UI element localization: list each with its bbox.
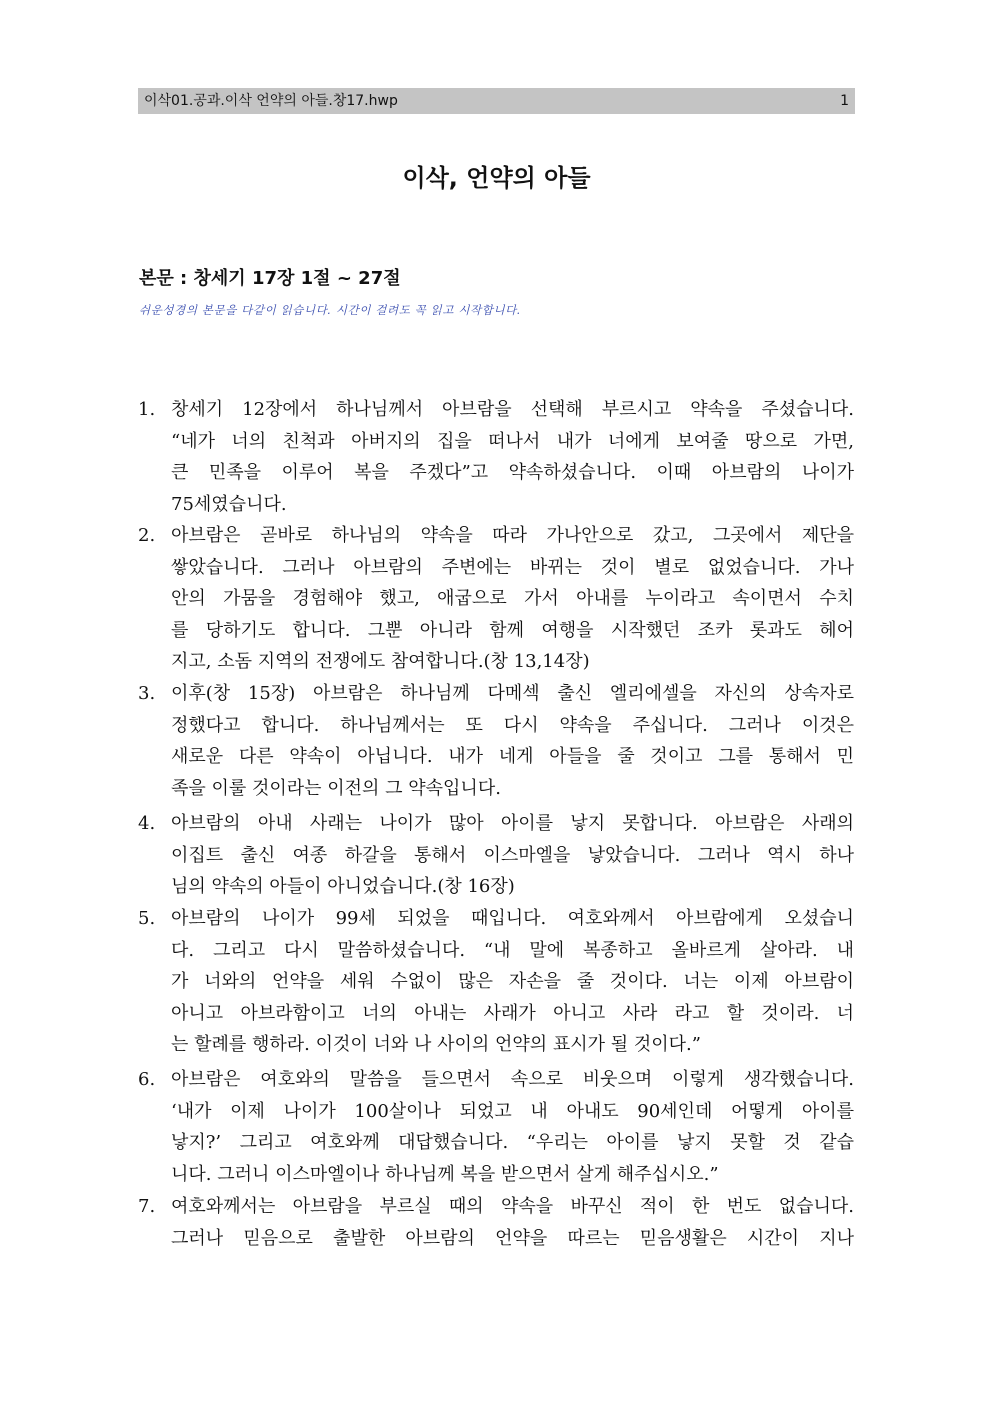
text-line: ‘내가 이제 나이가 100살이나 되었고 내 아내도 90세인데 어떻게 아이를: [171, 1100, 854, 1122]
text-line: 아브람의 아내 사래는 나이가 많아 아이를 낳지 못합니다. 아브람은 사래의: [171, 813, 854, 834]
text-line: 니다. 그러니 이스마엘이나 하나님께 복을 받으면서 살게 해주십시오.”: [171, 1163, 719, 1185]
list-item-number: 3.: [138, 683, 156, 704]
list-item-number: 7.: [138, 1196, 156, 1217]
reading-note: 쉬운성경의 본문을 다같이 읽습니다. 시간이 걸려도 꼭 읽고 시작합니다.: [139, 303, 522, 317]
text-line: 를 당하기도 합니다. 그뿐 아니라 함께 여행을 시작했던 조카 롯과도 헤어: [171, 619, 854, 641]
text-line: 아브람의 나이가 99세 되었을 때입니다. 여호와께서 아브람에게 오셨습니: [171, 908, 854, 929]
list-item: [138, 1191, 854, 1254]
text-line: 님의 약속의 아들이 아니었습니다.(창 16장): [171, 876, 515, 897]
list-item: [138, 520, 854, 678]
text-line: 여호와께서는 아브람을 부르실 때의 약속을 바꾸신 적이 한 번도 없습니다.: [171, 1196, 854, 1217]
text-line: 지고, 소돔 지역의 전쟁에도 참여합니다.(창 13,14장): [171, 651, 590, 672]
header-file-name: 이삭01.공과.이삭 언약의 아들.창17.hwp: [144, 93, 398, 109]
list-item: [138, 1064, 854, 1190]
list-item: [138, 678, 854, 804]
list-item: [138, 808, 854, 903]
text-line: 이후(창 15장) 아브람은 하나님께 다메섹 출신 엘리에셀을 자신의 상속자로: [171, 683, 854, 704]
list-item: [138, 903, 854, 1061]
list-item-text: [171, 808, 854, 903]
text-line: 낳지?’ 그리고 여호와께 대답했습니다. “우리는 아이를 낳지 못할 것 같습: [171, 1132, 854, 1153]
text-line: 정했다고 합니다. 하나님께서는 또 다시 약속을 주십니다. 그러나 이것은: [171, 714, 854, 736]
list-item-number: 4.: [138, 813, 156, 834]
document-title: 이삭, 언약의 아들: [402, 164, 591, 192]
list-item-text: [171, 394, 854, 520]
text-line: 창세기 12장에서 하나님께서 아브람을 선택해 부르시고 약속을 주셨습니다.: [171, 399, 854, 420]
text-line: 이집트 출신 여종 하갈을 통해서 이스마엘을 낳았습니다. 그러나 역시 하나: [171, 844, 854, 866]
list-item-number: 6.: [138, 1069, 156, 1090]
text-line: 아니고 아브라함이고 너의 아내는 사래가 아니고 사라 라고 할 것이라. 너: [171, 1002, 854, 1024]
header-page-number: 1: [840, 93, 849, 109]
text-line: 는 할례를 행하라. 이것이 너와 나 사이의 언약의 표시가 될 것이다.”: [171, 1034, 701, 1055]
list-item-text: [171, 678, 854, 804]
list-item: [138, 394, 854, 520]
text-line: 그러나 믿음으로 출발한 아브람의 언약을 따르는 믿음생활은 시간이 지나: [171, 1227, 854, 1249]
list-item-number: 2.: [138, 525, 156, 546]
text-line: “네가 너의 친척과 아버지의 집을 떠나서 내가 너에게 보여줄 땅으로 가면,: [171, 430, 854, 452]
text-line: 아브람은 여호와의 말씀을 들으면서 속으로 비웃으며 이렇게 생각했습니다.: [171, 1069, 854, 1090]
list-item-text: [171, 903, 854, 1061]
text-line: 새로운 다른 약속이 아닙니다. 내가 네게 아들을 줄 것이고 그를 통해서 민: [171, 746, 854, 767]
text-line: 가 너와의 언약을 세워 수없이 많은 자손을 줄 것이다. 너는 이제 아브람이: [171, 971, 854, 992]
list-item-text: [171, 520, 854, 678]
text-line: 쌓았습니다. 그러나 아브람의 주변에는 바뀌는 것이 별로 없었습니다. 가나: [171, 556, 854, 578]
list-item-text: [171, 1191, 854, 1254]
list-item-text: [171, 1064, 854, 1190]
text-line: 75세였습니다.: [171, 493, 287, 515]
document-header: [138, 88, 855, 114]
list-item-number: 5.: [138, 908, 156, 929]
scripture-reference: 본문 : 창세기 17장 1절 ~ 27절: [139, 268, 401, 289]
list-item-number: 1.: [138, 399, 156, 420]
text-line: 다. 그리고 다시 말씀하셨습니다. “내 말에 복종하고 올바르게 살아라. 내: [171, 939, 854, 961]
text-line: 큰 민족을 이루어 복을 주겠다”고 약속하셨습니다. 이때 아브람의 나이가: [171, 462, 854, 483]
text-line: 족을 이룰 것이라는 이전의 그 약속입니다.: [171, 777, 501, 799]
text-line: 아브람은 곧바로 하나님의 약속을 따라 가나안으로 갔고, 그곳에서 제단을: [171, 525, 854, 546]
text-line: 안의 가뭄을 경험해야 했고, 애굽으로 가서 아내를 누이라고 속이면서 수치: [171, 588, 854, 609]
